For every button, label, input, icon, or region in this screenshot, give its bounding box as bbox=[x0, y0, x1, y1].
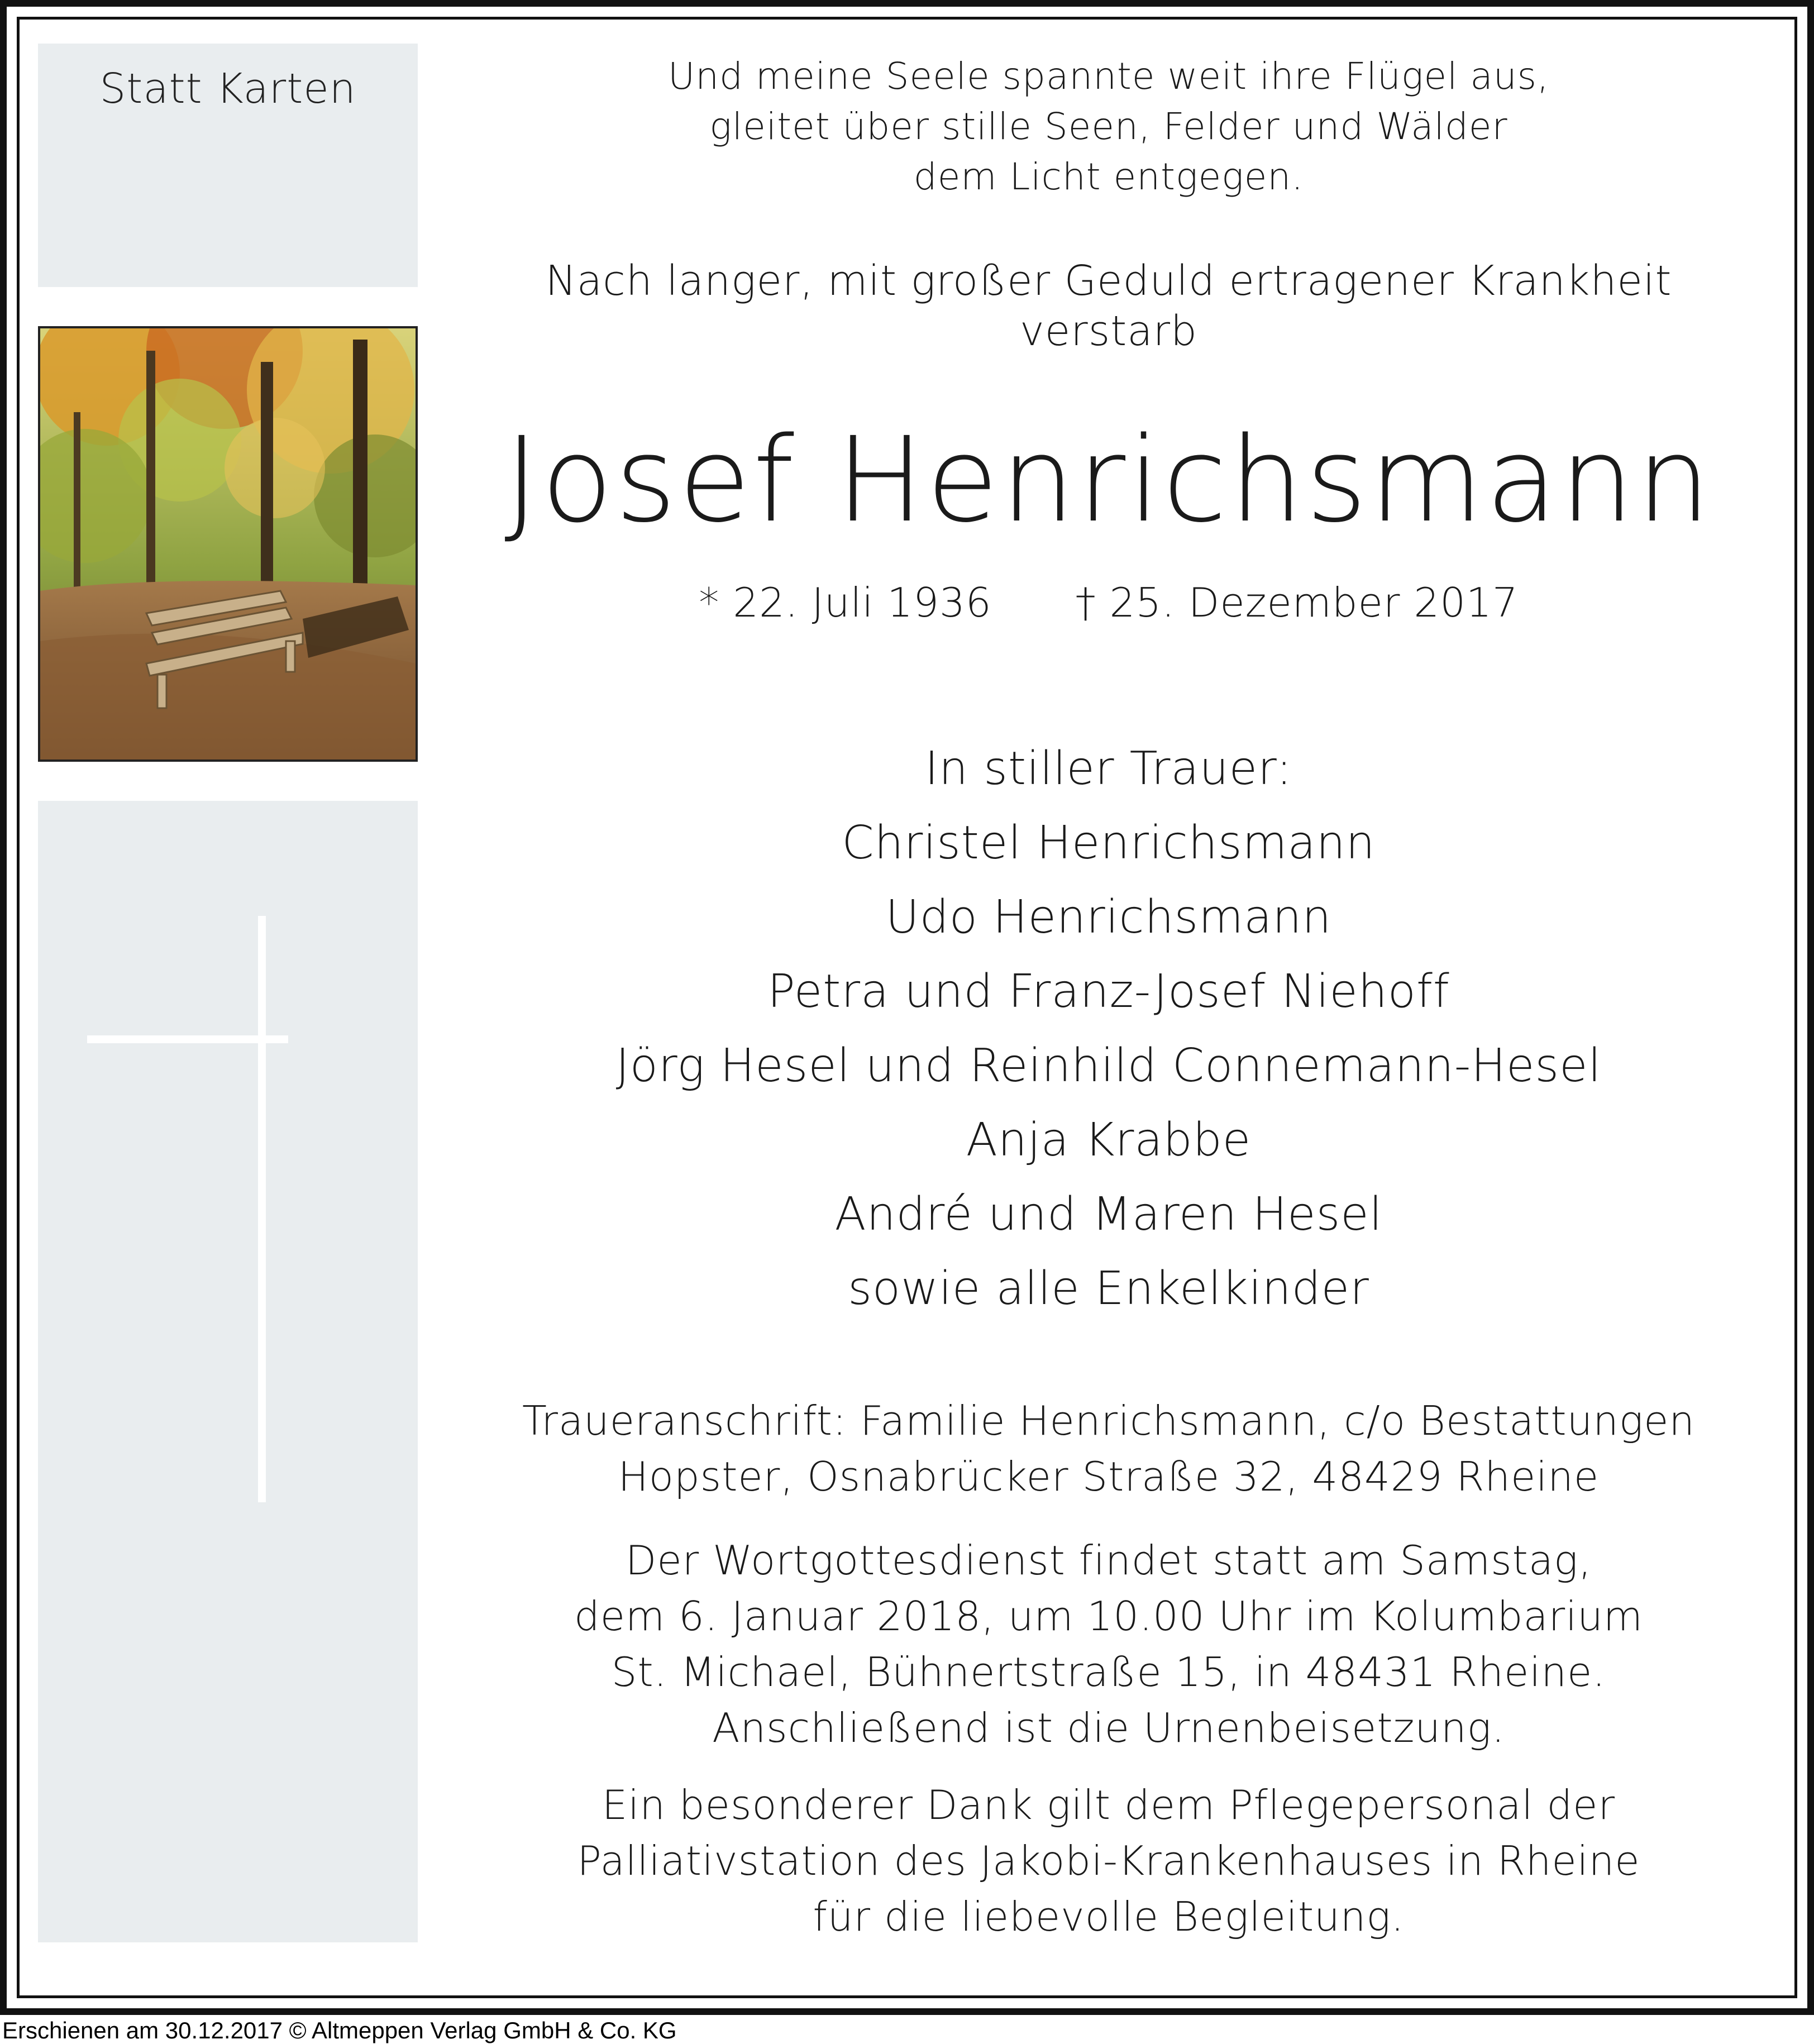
thanks-line: für die liebevolle Begleitung. bbox=[813, 1893, 1405, 1940]
service-line: dem 6. Januar 2018, um 10.00 Uhr im Kolumbarium bbox=[574, 1593, 1643, 1640]
poem-line: gleitet über stille Seen, Felder und Wälder bbox=[709, 105, 1508, 148]
poem bbox=[458, 51, 1759, 202]
mourner-name: Jörg Hesel und Reinhild Connemann-Hesel bbox=[615, 1039, 1602, 1092]
mourning-address bbox=[458, 1393, 1759, 1505]
statt-karten-label: Statt Karten bbox=[99, 65, 356, 113]
deceased-name: Josef Henrichsmann bbox=[504, 412, 1713, 548]
birth-date: * 22. Juli 1936 bbox=[699, 579, 992, 626]
poem-line: Und meine Seele spannte weit ihre Flügel aus, bbox=[667, 55, 1550, 98]
life-dates bbox=[458, 577, 1759, 628]
mourner-name: Christel Henrichsmann bbox=[842, 816, 1376, 870]
death-date: † 25. Dezember 2017 bbox=[1075, 579, 1519, 626]
thanks-note bbox=[458, 1777, 1759, 1945]
address-line: Traueranschrift: Familie Henrichsmann, c/o Bestattungen bbox=[522, 1397, 1696, 1444]
mourner-name: Petra und Franz-Josef Niehoff bbox=[767, 965, 1450, 1018]
cross-panel bbox=[38, 801, 418, 1942]
autumn-bench-photo bbox=[38, 326, 418, 762]
publication-footer: Erschienen am 30.12.2017 © Altmeppen Verlag GmbH & Co. KG bbox=[2, 2017, 677, 2043]
mourner-name: Anja Krabbe bbox=[966, 1114, 1252, 1167]
service-info bbox=[458, 1532, 1759, 1756]
mourner-name: André und Maren Hesel bbox=[834, 1188, 1383, 1241]
address-line: Hopster, Osnabrücker Straße 32, 48429 Rheine bbox=[618, 1453, 1600, 1500]
mourning-heading: In stiller Trauer: bbox=[925, 742, 1292, 795]
poem-line: dem Licht entgegen. bbox=[913, 155, 1304, 198]
service-line: St. Michael, Bühnertstraße 15, in 48431 Rheine. bbox=[611, 1649, 1606, 1696]
service-line: Der Wortgottesdienst findet statt am Samstag, bbox=[625, 1537, 1592, 1584]
cross-icon-bar bbox=[87, 1035, 288, 1043]
intro-line: Nach langer, mit großer Geduld ertragener Krankheit verstarb bbox=[545, 257, 1672, 355]
thanks-line: Palliativstation des Jakobi-Krankenhauses in Rheine bbox=[577, 1837, 1640, 1884]
mourners-list bbox=[458, 732, 1759, 1326]
statt-karten-box bbox=[38, 44, 418, 287]
thanks-line: Ein besonderer Dank gilt dem Pflegepersonal der bbox=[602, 1782, 1616, 1828]
cross-icon bbox=[258, 916, 266, 1502]
service-line: Anschließend ist die Urnenbeisetzung. bbox=[712, 1704, 1505, 1751]
mourner-name: Udo Henrichsmann bbox=[885, 891, 1332, 944]
mourner-name: sowie alle Enkelkinder bbox=[848, 1262, 1369, 1315]
